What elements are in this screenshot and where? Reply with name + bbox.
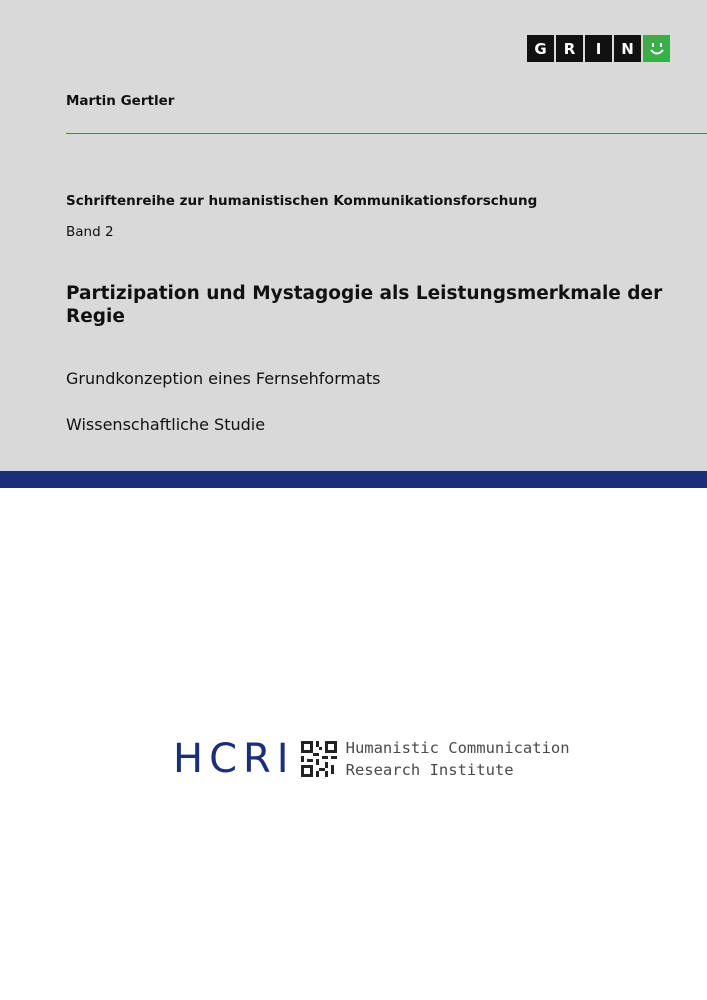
grin-letter-r: R [556, 35, 583, 62]
book-title: Partizipation und Mystagogie als Leistungsmerkmale der Regie [66, 283, 663, 327]
header-divider [66, 133, 707, 134]
hcri-acronym: HCRI [173, 736, 295, 782]
smile-icon [643, 35, 670, 62]
author-name: Martin Gertler [66, 93, 175, 109]
blue-band [0, 471, 707, 488]
qr-code-icon [301, 741, 337, 777]
book-subtitle: Grundkonzeption eines Fernsehformats [66, 369, 381, 388]
series-title: Schriftenreihe zur humanistischen Kommunikationsforschung [66, 193, 538, 209]
hcri-logo [173, 738, 570, 780]
grin-logo [527, 35, 670, 62]
grin-letter-g: G [527, 35, 554, 62]
institute-name [346, 737, 570, 781]
grin-letter-i: I [585, 35, 612, 62]
volume-label: Band 2 [66, 224, 114, 240]
grin-letter-n: N [614, 35, 641, 62]
institute-name-line1: Humanistic Communication [345, 739, 570, 757]
institute-name-line2: Research Institute [345, 761, 514, 779]
document-type: Wissenschaftliche Studie [66, 415, 266, 434]
